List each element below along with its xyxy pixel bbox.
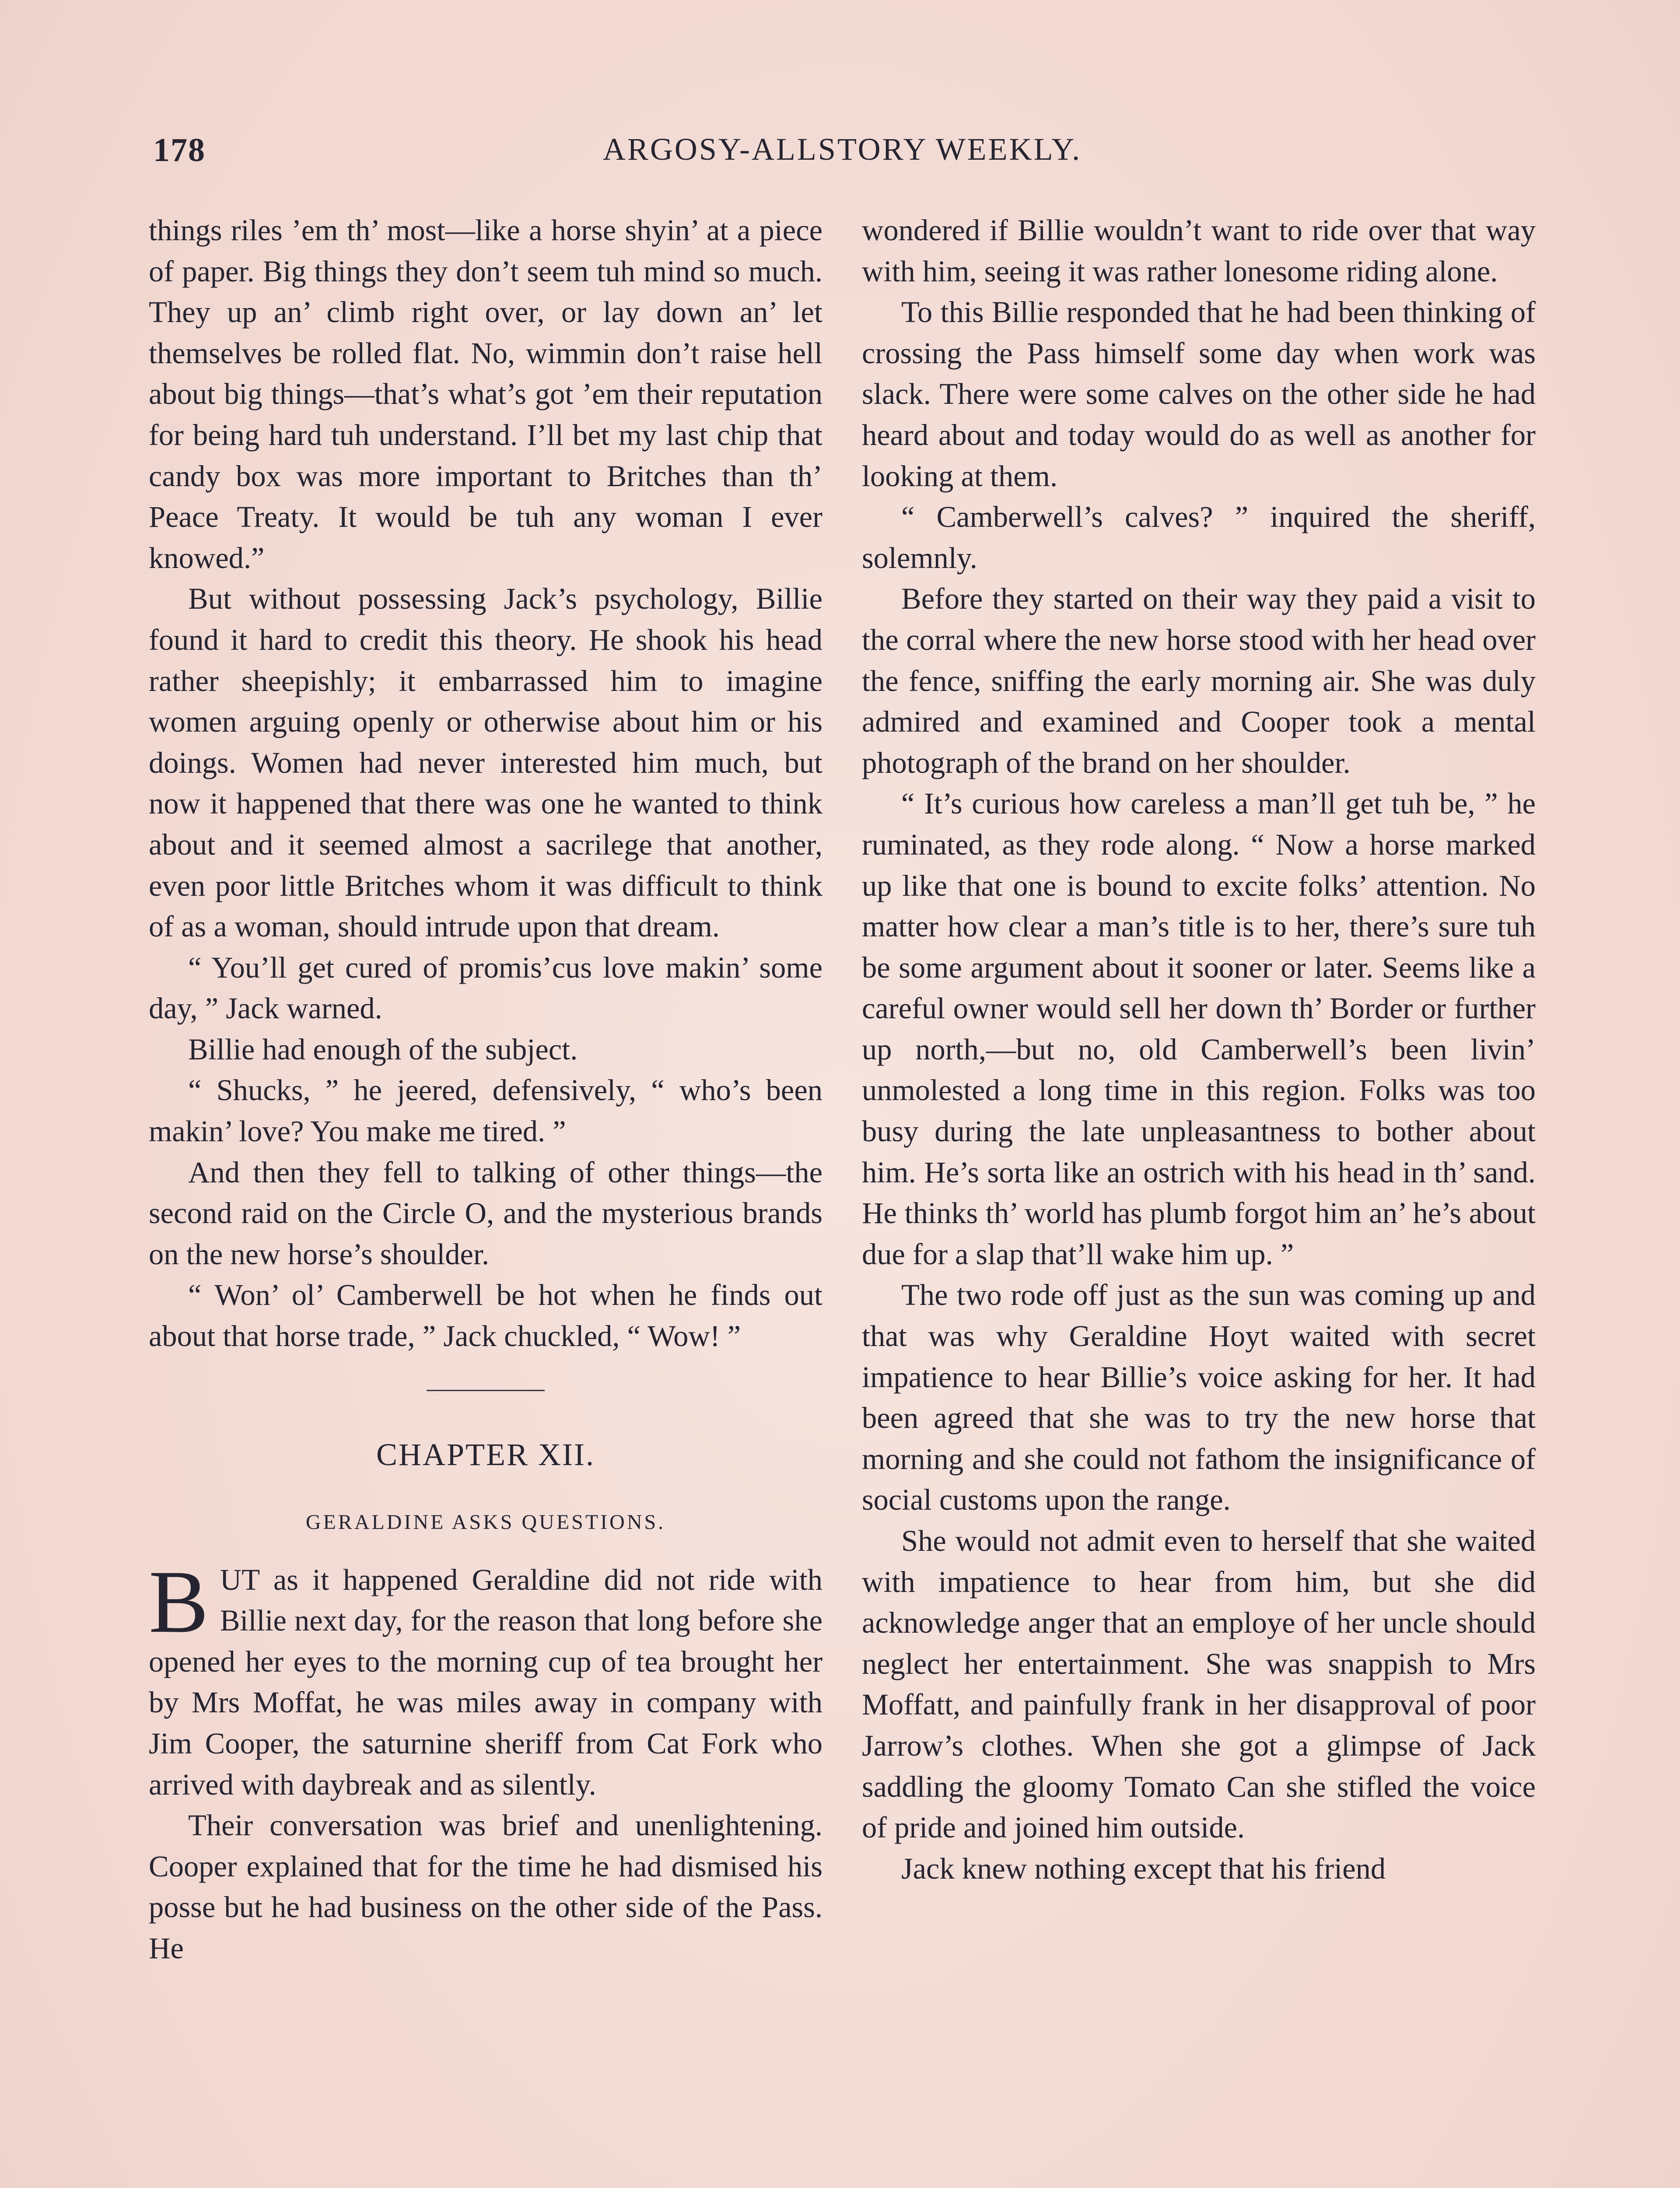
page-number: 178 [153,132,206,168]
chapter-title: CHAPTER XII. [376,1437,595,1472]
paragraph: Billie had enough of the subject. [188,1032,578,1066]
paragraph: She would not admit even to herself that she waited with impatience to hear from him, but she did acknowledge anger that an employe of her uncle should neglect her entertainment. She was snappish to Mrs Moffatt, and painfully frank in her disapproval of poor Jarrow’s clothes. When she got a glimpse of Jack saddling the gloomy Tomato Can she stifled the voice of pride and joined him outside. [862,1524,1536,1844]
running-head: ARGOSY-ALLSTORY WEEKLY. [602,132,1082,167]
paragraph: To this Billie responded that he had been thinking of crossing the Pass himself some day when work was slack. There were some calves on the other side he had heard about and today would do as well as another for looking at them. [862,295,1536,493]
paragraph: “ Shucks, ” he jeered, defensively, “ who’s been makin’ love? You make me tired. ” [149,1073,822,1148]
paragraph: wondered if Billie wouldn’t want to ride over that way with him, seeing it was rather lonesome riding alone. [862,214,1536,288]
section-divider [427,1390,545,1391]
paragraph: Their conversation was brief and unenlightening. Cooper explained that for the time he had dismised his posse but he had business on the other side of the Pass. He [149,1809,822,1965]
paragraph: Jack knew nothing except that his friend [901,1851,1386,1885]
paragraph: And then they fell to talking of other things—the second raid on the Circle O, and the mysterious brands on the new horse’s shoulder. [149,1155,822,1271]
paragraph: The two rode off just as the sun was coming up and that was why Geraldine Hoyt waited with secret impatience to hear Billie’s voice asking for her. It had been agreed that she was to try the new horse that morning and she could not fathom the insignificance of social customs upon the range. [862,1278,1536,1517]
paragraph: Before they started on their way they paid a visit to the corral where the new horse stood with her head over the fence, sniffing the early morning air. She was duly admired and examined and Cooper took a mental photograph of the brand on her shoulder. [862,582,1536,779]
paragraph: “ You’ll get cured of promis’cus love makin’ some day, ” Jack warned. [149,950,822,1025]
paragraph: “ It’s curious how careless a man’ll get tuh be, ” he ruminated, as they rode along. “ Now a horse marked up like that one is bound to excite folks’ attention. No matter how clear a man’s title is to her, there’s sure tuh be some argument about it sooner or later. Seems like a careful owner would sell her down th’ Border or further up north,—but no, old Camberwell’s been livin’ unmolested a long time in this region. Folks was too busy during the late unpleasantness to bother about him. He’s sorta like an ostrich with his head in th’ sand. He thinks th’ world has plumb forgot him an’ he’s about due for a slap that’ll wake him up. ” [862,787,1536,1271]
chapter-opening-paragraph [149,1552,822,1806]
left-column [149,210,822,1969]
right-column [862,210,1536,1889]
paragraph: “ Won’ ol’ Camberwell be hot when he finds out about that horse trade, ” Jack chuckled, “ Wow! ” [149,1278,822,1353]
paragraph: things riles ’em th’ most—like a horse shyin’ at a piece of paper. Big things they don’t seem tuh mind so much. They up an’ climb right over, or lay down an’ let themselves be rolled flat. No, wimmin don’t raise hell about big things—that’s what’s got ’em their reputation for being hard tuh understand. I’ll bet my last chip that candy box was more important to Britches than th’ Peace Treaty. It would be tuh any woman I ever knowed.” [149,214,822,575]
drop-cap: B [149,1552,209,1652]
chapter-subtitle: GERALDINE ASKS QUESTIONS. [305,1510,666,1534]
page-header [153,131,1531,175]
opening-text: UT as it happened Geraldine did not ride with Billie next day, for the reason that long before she opened her eyes to the morning cup of tea brought her by Mrs Moffat, he was miles away in company with Jim Cooper, the saturnine sheriff from Cat Fork who arrived with daybreak and as silently. [149,1563,822,1801]
paragraph: But without possessing Jack’s psychology, Billie found it hard to credit this theory. He shook his head rather sheepishly; it embarrassed him to imagine women arguing openly or otherwise about him or his doings. Women had never interested him much, but now it happened that there was one he wanted to think about and it seemed almost a sacrilege that another, even poor little Britches whom it was difficult to think of as a woman, should intrude upon that dream. [149,582,822,943]
paragraph: “ Camberwell’s calves? ” inquired the sheriff, solemnly. [862,500,1536,575]
